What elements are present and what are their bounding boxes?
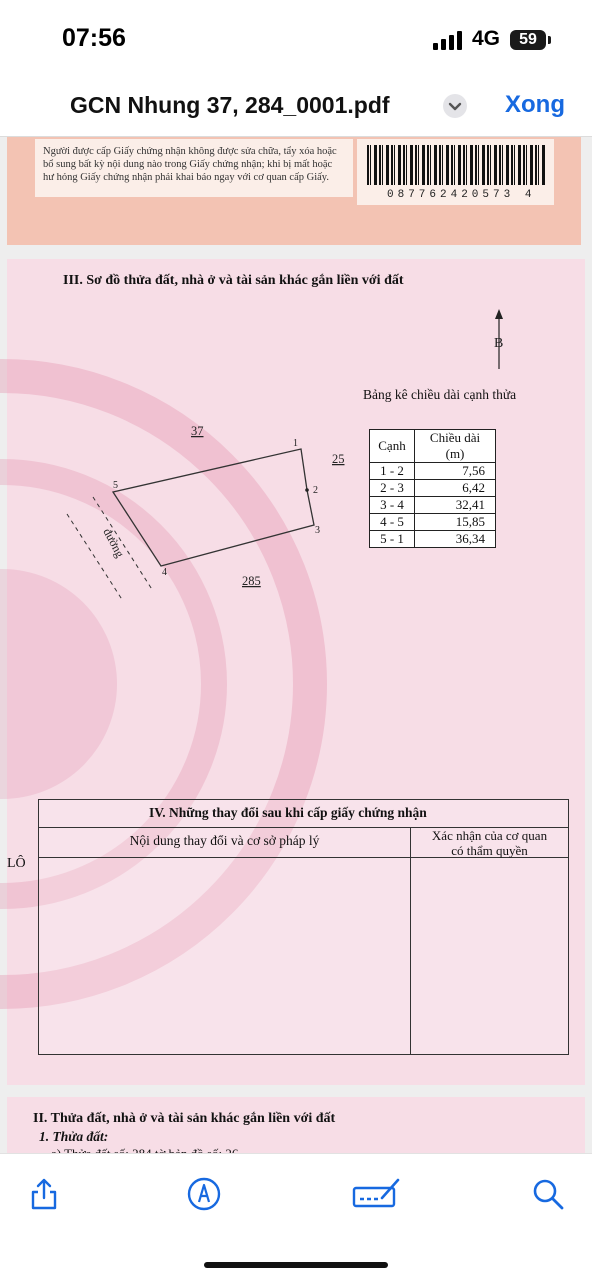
neighbor-label: 25 — [332, 452, 345, 466]
chevron-down-icon[interactable] — [443, 94, 467, 118]
search-icon[interactable] — [530, 1176, 566, 1212]
home-indicator[interactable] — [204, 1262, 388, 1268]
barcode-number: 087762420573 4 — [387, 189, 536, 201]
point-label: 3 — [315, 525, 320, 536]
battery-tip — [548, 36, 551, 44]
neighbor-label: 285 — [242, 574, 261, 588]
section2-title: II. Thửa đất, nhà ở và tài sản khác gắn liền với đất — [33, 1111, 336, 1126]
side-mark: LÔ — [7, 856, 26, 871]
barcode-box — [357, 139, 554, 205]
edge-cell: 2 - 3 — [370, 480, 415, 497]
section4-title: IV. Những thay đổi sau khi cấp giấy chứng nhận — [39, 800, 568, 828]
length-cell: 32,41 — [415, 497, 496, 514]
pdf-viewer[interactable] — [0, 137, 592, 1153]
share-icon[interactable] — [26, 1176, 62, 1212]
edge-cell: 5 - 1 — [370, 531, 415, 548]
confirmation-column-header — [411, 828, 568, 858]
point-label: 5 — [113, 480, 118, 491]
done-button[interactable]: Xong — [505, 91, 565, 118]
network-type: 4G — [472, 27, 501, 50]
cellular-signal-icon — [433, 30, 463, 50]
point-label: 2 — [313, 485, 318, 496]
edge-cell: 3 - 4 — [370, 497, 415, 514]
changes-table — [38, 799, 569, 1055]
warning-text: Người được cấp Giấy chứng nhận không được sửa chữa, tẩy xóa hoặc bổ sung bất kỳ nội dung nào trong Giấy chứng nhận; khi bị mất hoặc hư hỏng Giấy chứng nhận phải khai báo ngay với cơ quan cấp Giấy. — [35, 139, 353, 197]
north-label: B — [494, 336, 504, 351]
length-cell: 7,56 — [415, 463, 496, 480]
length-cell: 36,34 — [415, 531, 496, 548]
length-cell: 6,42 — [415, 480, 496, 497]
edge-cell: 4 - 5 — [370, 514, 415, 531]
confirmation-header-line: Xác nhận của cơ quan — [431, 828, 548, 843]
battery-icon: 59 — [510, 30, 546, 50]
road-label: đường — [100, 525, 128, 560]
changes-body-cell — [39, 858, 411, 1054]
section3-title: III. Sơ đồ thửa đất, nhà ở và tài sản khác gắn liền với đất — [63, 273, 404, 288]
changes-column-header: Nội dung thay đổi và cơ sở pháp lý — [39, 828, 411, 858]
signature-icon[interactable] — [352, 1176, 402, 1212]
table-header: Cạnh — [370, 430, 415, 463]
point-label: 1 — [293, 438, 298, 449]
edge-cell: 1 - 2 — [370, 463, 415, 480]
length-cell: 15,85 — [415, 514, 496, 531]
neighbor-label: 37 — [191, 424, 204, 438]
document-title[interactable]: GCN Nhung 37, 284_0001.pdf — [70, 92, 390, 118]
clock: 07:56 — [62, 24, 126, 52]
table-caption: Bảng kê chiều dài cạnh thửa — [363, 387, 517, 402]
table-header: Chiều dài (m) — [415, 430, 496, 463]
point-marker — [305, 488, 309, 492]
navigation-bar — [0, 78, 592, 137]
section2-subtitle: 1. Thửa đất: — [39, 1129, 109, 1144]
land-parcel-outline — [113, 449, 314, 566]
confirmation-header-line: có thẩm quyền — [451, 843, 528, 858]
certificate-page — [7, 259, 585, 1085]
point-label: 4 — [162, 567, 167, 578]
status-bar — [0, 0, 592, 78]
markup-pen-icon[interactable] — [186, 1176, 222, 1212]
barcode-image — [367, 145, 545, 185]
previous-page — [7, 137, 581, 245]
